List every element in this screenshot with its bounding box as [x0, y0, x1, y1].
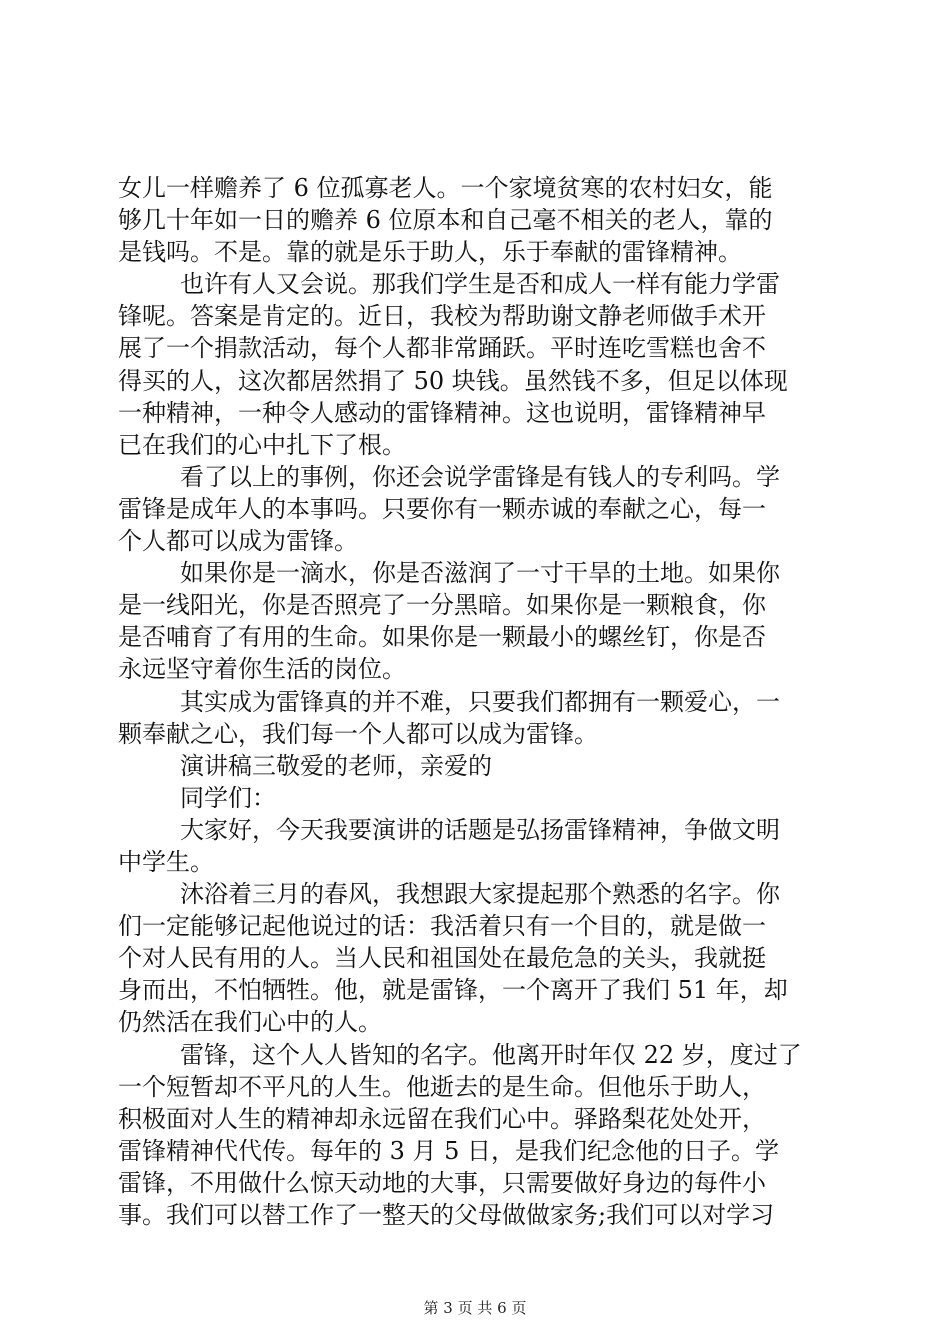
text-line: 身而出，不怕牺牲。他，就是雷锋，一个离开了我们 51 年，却: [118, 976, 788, 1005]
text-line: 其实成为雷锋真的并不难，只要我们都拥有一颗爱心，一: [180, 687, 780, 716]
text-line: 锋呢。答案是肯定的。近日，我校为帮助谢文静老师做手术开: [118, 302, 766, 331]
text-line: 雷锋是成年人的本事吗。只要你有一颗赤诚的奉献之心，每一: [118, 494, 766, 523]
document-body: [118, 172, 832, 1231]
page-footer: 第 3 页 共 6 页: [423, 1299, 527, 1317]
text-line: 已在我们的心中扎下了根。: [118, 430, 406, 459]
text-line: 演讲稿三敬爱的老师，亲爱的: [180, 751, 492, 780]
text-line: 大家好，今天我要演讲的话题是弘扬雷锋精神，争做文明: [180, 815, 780, 844]
text-line: 个人都可以成为雷锋。: [118, 527, 358, 556]
text-line: 们一定能够记起他说过的话：我活着只有一个目的，就是做一: [118, 912, 766, 941]
text-line: 颗奉献之心，我们每一个人都可以成为雷锋。: [118, 719, 598, 748]
text-line: 是否哺育了有用的生命。如果你是一颗最小的螺丝钉，你是否: [118, 623, 766, 652]
text-line: 一种精神，一种令人感动的雷锋精神。这也说明，雷锋精神早: [118, 398, 766, 427]
text-line: 女儿一样赡养了 6 位孤寡老人。一个家境贫寒的农村妇女，能: [118, 174, 773, 202]
text-line: 看了以上的事例，你还会说学雷锋是有钱人的专利吗。学: [180, 462, 780, 491]
text-line: 沐浴着三月的春风，我想跟大家提起那个熟悉的名字。你: [180, 880, 780, 909]
text-line: 展了一个捐款活动，每个人都非常踊跃。平时连吃雪糕也舍不: [118, 334, 766, 363]
text-line: 雷锋精神代代传。每年的 3 月 5 日，是我们纪念他的日子。学: [118, 1136, 780, 1165]
text-line: 雷锋，这个人人皆知的名字。他离开时年仅 22 岁，度过了: [180, 1040, 802, 1069]
text-line: 够几十年如一日的赡养 6 位原本和自己毫不相关的老人，靠的: [118, 206, 773, 235]
text-line: 积极面对人生的精神却永远留在我们心中。驿路梨花处处开，: [118, 1104, 766, 1133]
text-line: 雷锋，不用做什么惊天动地的大事，只需要做好身边的每件小: [118, 1168, 766, 1197]
text-line: 是一线阳光，你是否照亮了一分黑暗。如果你是一颗粮食，你: [118, 591, 766, 620]
text-line: 事。我们可以替工作了一整天的父母做做家务;我们可以对学习: [118, 1201, 775, 1229]
text-line: 是钱吗。不是。靠的就是乐于助人，乐于奉献的雷锋精神。: [118, 238, 742, 267]
text-line: 同学们：: [180, 783, 276, 812]
text-line: 得买的人，这次都居然捐了 50 块钱。虽然钱不多，但足以体现: [118, 366, 788, 395]
text-line: 一个短暂却不平凡的人生。他逝去的是生命。但他乐于助人，: [118, 1072, 766, 1101]
text-line: 永远坚守着你生活的岗位。: [118, 655, 406, 684]
text-line: 仍然活在我们心中的人。: [118, 1008, 382, 1037]
text-line: 个对人民有用的人。当人民和祖国处在最危急的关头，我就挺: [118, 944, 766, 973]
text-line: 中学生。: [118, 847, 214, 876]
text-line: 如果你是一滴水，你是否滋润了一寸干旱的土地。如果你: [180, 559, 780, 588]
text-line: 也许有人又会说。那我们学生是否和成人一样有能力学雷: [180, 270, 780, 299]
